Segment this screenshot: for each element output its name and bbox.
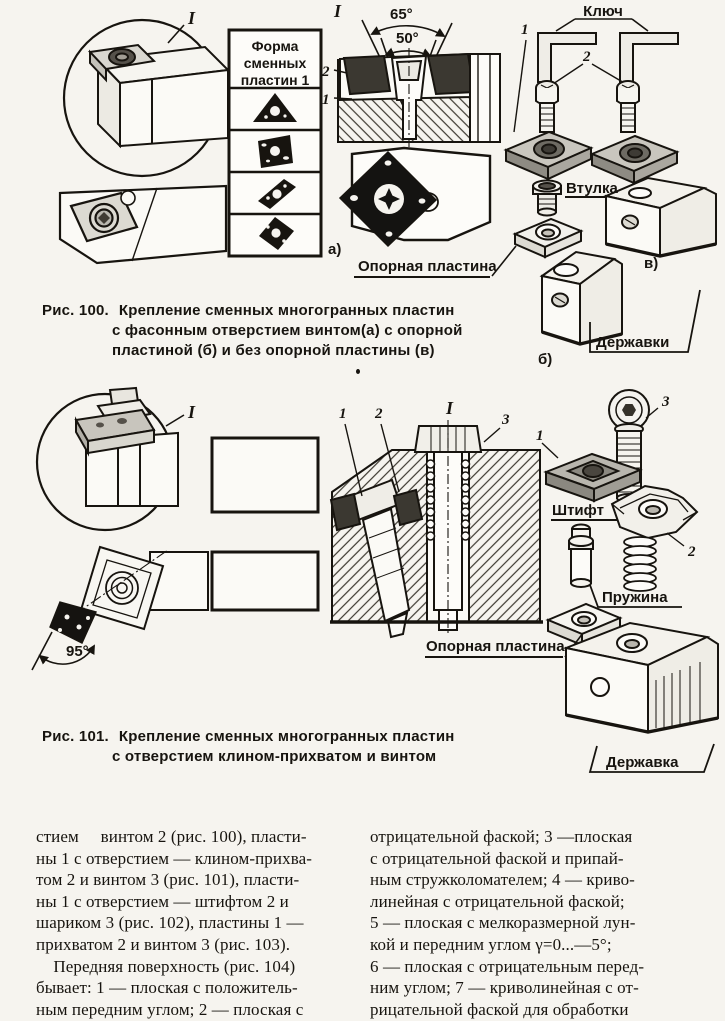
part-1-label: 1 (322, 92, 330, 108)
fig101-detail-marker-section: I (446, 398, 454, 418)
angle-95-label: 95° (66, 643, 89, 660)
table-header-line: сменных (243, 55, 307, 71)
text-line: бывает: 1 — плоская с положитель- (36, 978, 298, 998)
clamp-screw (617, 81, 639, 132)
fig100-detail-marker-left: I (188, 8, 196, 28)
table-header-line: пластин 1 (240, 72, 310, 88)
text-line: том 2 и винтом 3 (рис. 101), пласти- (36, 870, 300, 890)
toolholder-block-v (606, 178, 716, 256)
caption-line: Крепление сменных многогранных пластин (118, 728, 455, 745)
fig100-detail-marker-section: I (334, 1, 342, 21)
scan-dot (356, 369, 360, 374)
insert-cross-section (331, 494, 360, 530)
text-line: Передняя поверхность (рис. 104) (36, 956, 296, 976)
insert-cross-section (428, 54, 474, 94)
text-line: ным стружколомателем; 4 — криво- (370, 870, 635, 890)
text-line: отрицательной фаской; 3 —плоская (370, 827, 633, 846)
exploded-part-1: 1 (536, 428, 544, 444)
pin (569, 525, 593, 588)
angle-65-label: 65° (390, 6, 413, 23)
text-line: рицательной фаской для обработки (370, 999, 629, 1019)
bushing (533, 181, 561, 216)
diamond-insert-3d (506, 132, 591, 179)
support-plate-label-101: Опорная пластина (426, 638, 565, 655)
insert-cross-section (394, 490, 422, 525)
fig101-toolholder-views (32, 388, 318, 670)
spring (624, 537, 656, 591)
holders-label: Державки (596, 334, 670, 351)
text-line: линейная с отрицательной фаской; (370, 891, 625, 911)
angle-50-label: 50° (396, 30, 419, 47)
text-line: ны 1 с отверстием — клином-прихва- (36, 848, 313, 868)
diamond-insert-3d (592, 136, 677, 183)
text-line: стием винтом 2 (рис. 100), пласти- (36, 827, 307, 846)
support-plate-3d (515, 219, 581, 257)
clamp-screw (536, 81, 558, 132)
caption-line: с отверстием клином-прихватом и винтом (112, 748, 437, 765)
section-part-1: 1 (339, 406, 347, 422)
figure-100-number: Рис. 100. (42, 302, 109, 319)
part-1-right-label: 1 (521, 22, 529, 38)
fig100-toolholder-iso-view (64, 20, 228, 176)
text-line: с отрицательной фаской и припай- (370, 848, 624, 868)
toolholder-block (566, 623, 718, 732)
exploded-part-3: 3 (662, 394, 670, 410)
part-2-right-label: 2 (583, 49, 591, 65)
section-part-2: 2 (375, 406, 383, 422)
support-plate-label-100: Опорная пластина (358, 258, 497, 275)
section-part-3: 3 (502, 412, 510, 428)
text-line: ны 1 с отверстием — штифтом 2 и (36, 891, 289, 911)
figure-100-caption (42, 301, 463, 361)
caption-line: пластиной (б) и без опорной пластины (в) (112, 342, 435, 359)
caption-line: с фасонным отверстием винтом(а) с опорной (112, 322, 463, 339)
view-v-label: в) (644, 255, 659, 272)
fig101-detail-marker-left: I (188, 402, 196, 422)
text-line: 5 — плоская с мелкоразмерной лун- (370, 913, 636, 933)
body-text-left-column (36, 826, 366, 1020)
body-text-right-column (370, 826, 718, 1020)
spring-label: Пружина (602, 589, 668, 606)
insert-cross-section (344, 56, 390, 94)
insert-shape-table (229, 30, 321, 256)
fig101-section-view (330, 420, 543, 637)
text-line: ним углом; 7 — криволинейная с от- (370, 978, 639, 998)
text-line: шариком 3 (рис. 102), пластины 1 — (36, 913, 304, 933)
text-line: кой и передним углом γ=0...—5°; (370, 934, 612, 954)
wrench-label: Ключ (583, 3, 623, 20)
fig100-insert-plan-view (340, 148, 490, 246)
hex-key (620, 33, 678, 82)
toolholder-block-b (542, 252, 622, 344)
caption-line: Крепление сменных многогранных пластин (118, 302, 455, 319)
view-b-label: б) (538, 351, 553, 368)
text-line: 6 — плоская с отрицательным перед- (370, 956, 645, 976)
exploded-part-2: 2 (688, 544, 696, 560)
figure-101-number: Рис. 101. (42, 728, 109, 745)
view-a-label: а) (328, 241, 342, 258)
fig100-toolholder-plan-view (60, 186, 226, 263)
pin-label: Штифт (552, 502, 604, 519)
holder-label: Державка (606, 754, 679, 771)
bushing-label: Втулка (566, 180, 618, 197)
figure-101-drawing (0, 380, 725, 780)
part-2-label: 2 (322, 64, 330, 80)
table-header-line: Форма (251, 38, 299, 54)
figure-101-caption (42, 727, 455, 767)
text-line: прихватом 2 и винтом 3 (рис. 103). (36, 934, 291, 954)
text-line: ным передним углом; 2 — плоская с (36, 999, 304, 1019)
